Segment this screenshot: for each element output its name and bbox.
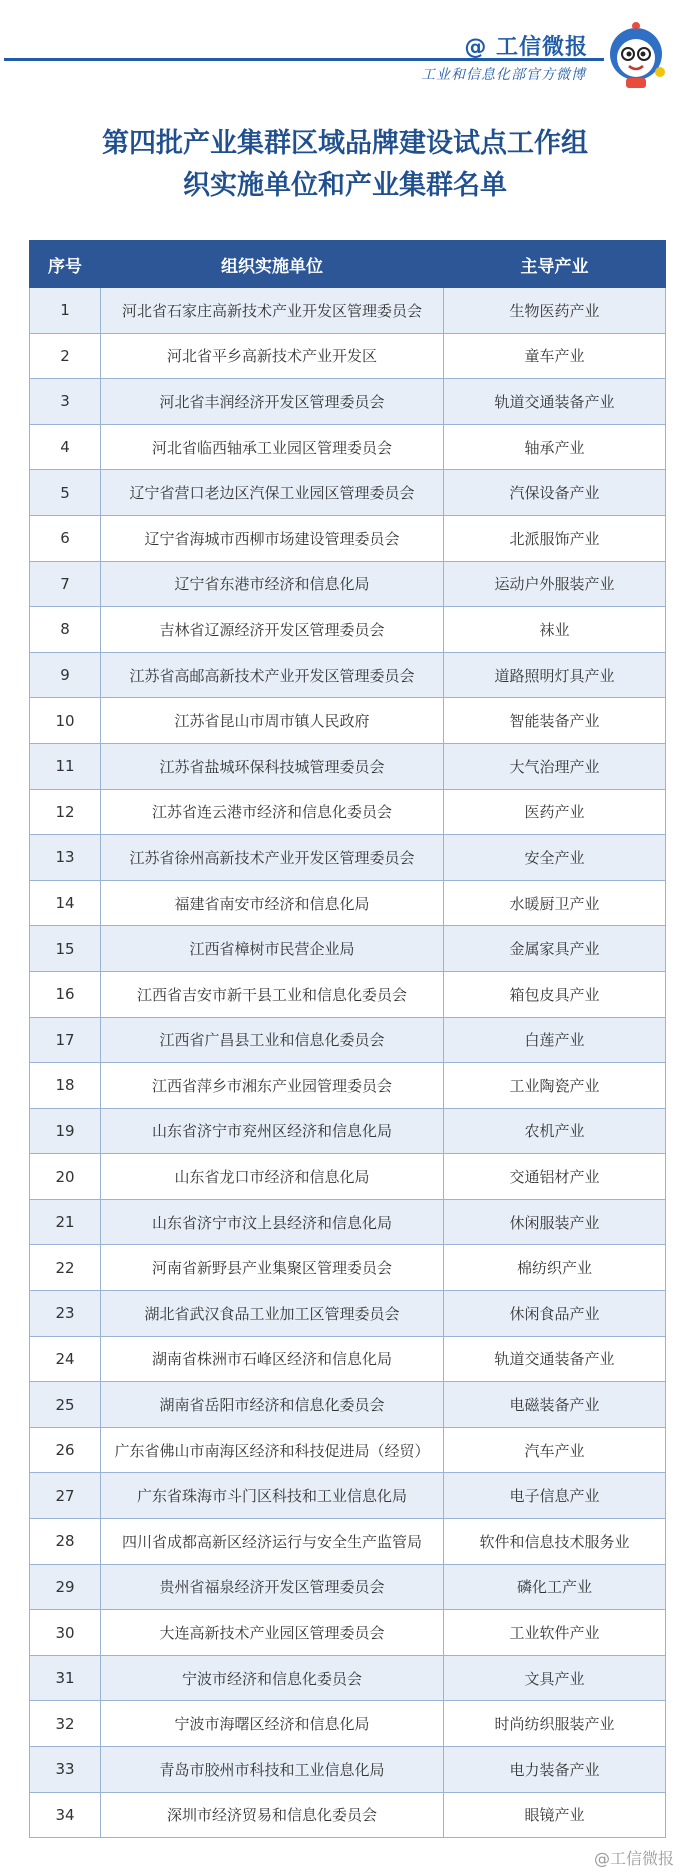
title-line-1: 第四批产业集群区域品牌建设试点工作组 (102, 128, 588, 159)
cell-index: 1 (30, 288, 101, 334)
cell-industry: 休闲服装产业 (444, 1199, 666, 1245)
cell-index: 32 (30, 1701, 101, 1747)
table-row (30, 971, 666, 1017)
table-row (30, 1792, 666, 1838)
cell-index: 14 (30, 880, 101, 926)
cell-industry: 运动户外服装产业 (444, 561, 666, 607)
cell-industry: 道路照明灯具产业 (444, 652, 666, 698)
table-row (30, 880, 666, 926)
cell-index: 28 (30, 1519, 101, 1565)
cell-organization: 山东省济宁市兖州区经济和信息化局 (101, 1108, 444, 1154)
cell-organization: 辽宁省海城市西柳市场建设管理委员会 (101, 515, 444, 561)
watermark: @工信微报 (593, 1849, 674, 1868)
cell-index: 12 (30, 789, 101, 835)
title-line-2: 织实施单位和产业集群名单 (183, 170, 507, 201)
cell-organization: 河南省新野县产业集聚区管理委员会 (101, 1245, 444, 1291)
table-row (30, 1701, 666, 1747)
cell-industry: 轨道交通装备产业 (444, 1336, 666, 1382)
cell-organization: 宁波市经济和信息化委员会 (101, 1655, 444, 1701)
cell-organization: 江西省广昌县工业和信息化委员会 (101, 1017, 444, 1063)
cell-industry: 轨道交通装备产业 (444, 379, 666, 425)
header-industry: 主导产业 (444, 241, 666, 288)
cell-organization: 贵州省福泉经济开发区管理委员会 (101, 1564, 444, 1610)
table-row (30, 743, 666, 789)
table-row (30, 698, 666, 744)
cluster-table (29, 240, 666, 1838)
header-index: 序号 (30, 241, 101, 288)
table-row (30, 1564, 666, 1610)
cell-organization: 江苏省高邮高新技术产业开发区管理委员会 (101, 652, 444, 698)
table-row (30, 789, 666, 835)
cell-index: 15 (30, 926, 101, 972)
brand-header (0, 0, 690, 100)
table-row (30, 1427, 666, 1473)
brand-subtitle: 工业和信息化部官方微博 (421, 67, 586, 83)
cell-index: 30 (30, 1610, 101, 1656)
cell-organization: 深圳市经济贸易和信息化委员会 (101, 1792, 444, 1838)
cell-index: 18 (30, 1063, 101, 1109)
cell-organization: 江苏省连云港市经济和信息化委员会 (101, 789, 444, 835)
cell-index: 22 (30, 1245, 101, 1291)
table-row (30, 1154, 666, 1200)
table-row (30, 1473, 666, 1519)
table-row (30, 288, 666, 334)
cell-industry: 大气治理产业 (444, 743, 666, 789)
cell-industry: 电力装备产业 (444, 1747, 666, 1793)
table-row (30, 1519, 666, 1565)
cell-index: 16 (30, 971, 101, 1017)
cell-organization: 湖南省株洲市石峰区经济和信息化局 (101, 1336, 444, 1382)
cell-industry: 时尚纺织服装产业 (444, 1701, 666, 1747)
cell-organization: 福建省南安市经济和信息化局 (101, 880, 444, 926)
table-row (30, 1336, 666, 1382)
table-row (30, 1199, 666, 1245)
cell-index: 9 (30, 652, 101, 698)
cell-industry: 袜业 (444, 607, 666, 653)
table-header-row (30, 241, 666, 288)
cell-index: 29 (30, 1564, 101, 1610)
cell-organization: 山东省龙口市经济和信息化局 (101, 1154, 444, 1200)
cell-industry: 农机产业 (444, 1108, 666, 1154)
cell-organization: 江西省吉安市新干县工业和信息化委员会 (101, 971, 444, 1017)
table-row (30, 1655, 666, 1701)
cell-organization: 江苏省盐城环保科技城管理委员会 (101, 743, 444, 789)
cell-index: 10 (30, 698, 101, 744)
cell-organization: 辽宁省营口老边区汽保工业园区管理委员会 (101, 470, 444, 516)
cell-organization: 青岛市胶州市科技和工业信息化局 (101, 1747, 444, 1793)
cell-organization: 河北省临西轴承工业园区管理委员会 (101, 424, 444, 470)
cell-index: 11 (30, 743, 101, 789)
cell-index: 7 (30, 561, 101, 607)
cell-index: 19 (30, 1108, 101, 1154)
cell-industry: 北派服饰产业 (444, 515, 666, 561)
cell-organization: 大连高新技术产业园区管理委员会 (101, 1610, 444, 1656)
cell-industry: 白莲产业 (444, 1017, 666, 1063)
table-row (30, 1063, 666, 1109)
cell-organization: 四川省成都高新区经济运行与安全生产监管局 (101, 1519, 444, 1565)
cell-index: 31 (30, 1655, 101, 1701)
cell-organization: 江苏省徐州高新技术产业开发区管理委员会 (101, 835, 444, 881)
cell-industry: 医药产业 (444, 789, 666, 835)
table-row (30, 835, 666, 881)
cell-organization: 河北省石家庄高新技术产业开发区管理委员会 (101, 288, 444, 334)
cell-organization: 宁波市海曙区经济和信息化局 (101, 1701, 444, 1747)
mascot-icon (596, 16, 676, 94)
table-row (30, 333, 666, 379)
cell-industry: 童车产业 (444, 333, 666, 379)
cell-index: 3 (30, 379, 101, 425)
cell-industry: 箱包皮具产业 (444, 971, 666, 1017)
cell-industry: 金属家具产业 (444, 926, 666, 972)
cell-organization: 江苏省昆山市周市镇人民政府 (101, 698, 444, 744)
table-body (30, 288, 666, 1838)
cell-industry: 安全产业 (444, 835, 666, 881)
cell-industry: 交通铝材产业 (444, 1154, 666, 1200)
cell-industry: 磷化工产业 (444, 1564, 666, 1610)
cell-index: 4 (30, 424, 101, 470)
cell-index: 20 (30, 1154, 101, 1200)
cell-organization: 湖北省武汉食品工业加工区管理委员会 (101, 1291, 444, 1337)
table-row (30, 1245, 666, 1291)
table-row (30, 1747, 666, 1793)
cell-industry: 电磁装备产业 (444, 1382, 666, 1428)
cell-industry: 电子信息产业 (444, 1473, 666, 1519)
cell-organization: 河北省平乡高新技术产业开发区 (101, 333, 444, 379)
cell-industry: 工业软件产业 (444, 1610, 666, 1656)
table-row (30, 379, 666, 425)
cell-index: 34 (30, 1792, 101, 1838)
cell-industry: 汽车产业 (444, 1427, 666, 1473)
cell-index: 21 (30, 1199, 101, 1245)
cell-index: 2 (30, 333, 101, 379)
cell-organization: 湖南省岳阳市经济和信息化委员会 (101, 1382, 444, 1428)
cell-industry: 水暖厨卫产业 (444, 880, 666, 926)
table-row (30, 1610, 666, 1656)
table-row (30, 1291, 666, 1337)
table-row (30, 470, 666, 516)
header-organization: 组织实施单位 (101, 241, 444, 288)
cell-industry: 轴承产业 (444, 424, 666, 470)
cell-index: 17 (30, 1017, 101, 1063)
cell-industry: 汽保设备产业 (444, 470, 666, 516)
cell-index: 13 (30, 835, 101, 881)
table-row (30, 561, 666, 607)
brand-title: @ 工信微报 (464, 35, 588, 60)
cell-industry: 工业陶瓷产业 (444, 1063, 666, 1109)
table-row (30, 652, 666, 698)
cell-index: 26 (30, 1427, 101, 1473)
cell-organization: 河北省丰润经济开发区管理委员会 (101, 379, 444, 425)
table-row (30, 607, 666, 653)
cell-organization: 广东省珠海市斗门区科技和工业信息化局 (101, 1473, 444, 1519)
document-title (0, 123, 690, 207)
cell-industry: 棉纺织产业 (444, 1245, 666, 1291)
cell-index: 33 (30, 1747, 101, 1793)
cell-index: 23 (30, 1291, 101, 1337)
cell-index: 25 (30, 1382, 101, 1428)
table-row (30, 1108, 666, 1154)
table-row (30, 515, 666, 561)
table-row (30, 424, 666, 470)
cell-index: 24 (30, 1336, 101, 1382)
table-row (30, 1017, 666, 1063)
cell-organization: 辽宁省东港市经济和信息化局 (101, 561, 444, 607)
cell-industry: 文具产业 (444, 1655, 666, 1701)
cell-organization: 吉林省辽源经济开发区管理委员会 (101, 607, 444, 653)
cell-industry: 眼镜产业 (444, 1792, 666, 1838)
cell-industry: 休闲食品产业 (444, 1291, 666, 1337)
cell-organization: 江西省萍乡市湘东产业园管理委员会 (101, 1063, 444, 1109)
cell-organization: 广东省佛山市南海区经济和科技促进局（经贸） (101, 1427, 444, 1473)
table-row (30, 926, 666, 972)
cell-organization: 山东省济宁市汶上县经济和信息化局 (101, 1199, 444, 1245)
cell-index: 8 (30, 607, 101, 653)
cell-index: 5 (30, 470, 101, 516)
cell-organization: 江西省樟树市民营企业局 (101, 926, 444, 972)
cell-index: 27 (30, 1473, 101, 1519)
cell-industry: 生物医药产业 (444, 288, 666, 334)
table-row (30, 1382, 666, 1428)
cell-industry: 智能装备产业 (444, 698, 666, 744)
cell-industry: 软件和信息技术服务业 (444, 1519, 666, 1565)
cell-index: 6 (30, 515, 101, 561)
